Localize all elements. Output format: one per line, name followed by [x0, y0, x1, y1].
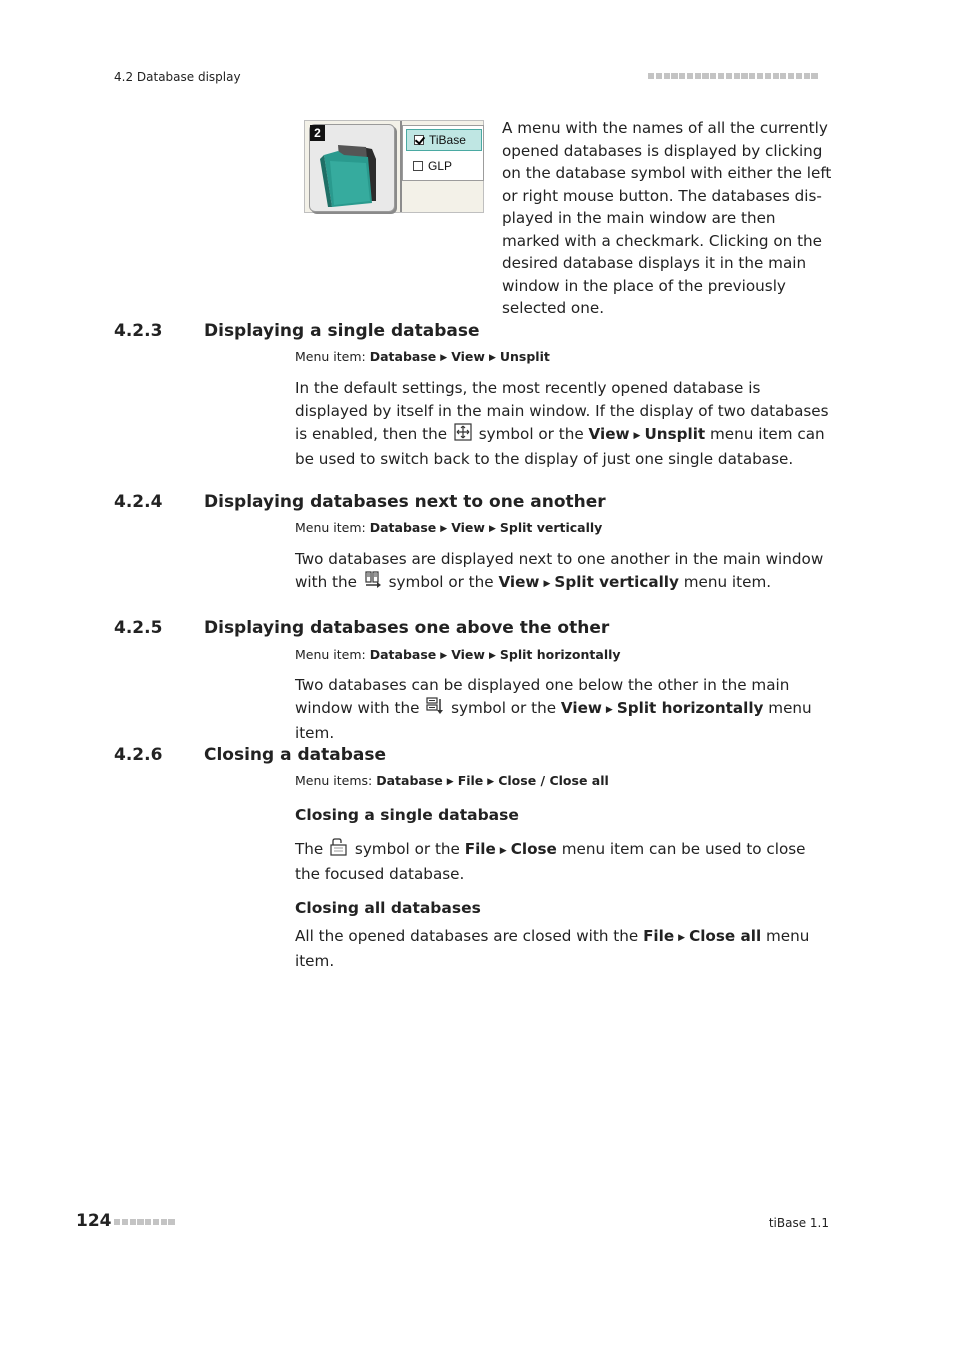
menu-item-label: GLP [428, 159, 453, 173]
split-vertically-icon [364, 571, 382, 589]
header-decoration [648, 73, 818, 79]
section-paragraph: The symbol or the File ▶ Close menu item can be used to close the focused database. [295, 840, 806, 883]
intro-paragraph: A menu with the names of all the currently opened databases is displayed by clicking on the database symbol with either the left or right mouse button. The databases dis-played in the main window are then marked with a checkmark. Clicking on the desired database displays it in the main window in the place of the previously selected one. [502, 119, 832, 317]
menu-path: Menu items: Database ▶ File ▶ Close / Close all [295, 773, 609, 788]
menu-path: Menu item: Database ▶ View ▶ Split horizontally [295, 647, 621, 662]
menu-item-tibase[interactable] [406, 129, 482, 151]
checkbox-unchecked-icon [413, 161, 423, 171]
section-title: Displaying databases one above the other [204, 618, 610, 638]
database-menu-screenshot [304, 120, 484, 213]
menu-path: Menu item: Database ▶ View ▶ Unsplit [295, 349, 550, 364]
section-number: 4.2.3 [114, 321, 163, 341]
checkbox-checked-icon [414, 135, 424, 145]
database-number-badge: 2 [310, 125, 325, 141]
section-paragraph: All the opened databases are closed with the File ▶ Close all menu item. [295, 927, 810, 970]
unsplit-icon [454, 423, 472, 441]
running-header: 4.2 Database display [114, 70, 241, 84]
subheading: Closing all databases [295, 899, 481, 917]
section-paragraph: In the default settings, the most recently opened database is displayed by itself in the main window. If the display of two databases is enabled, then the symbol or the View ▶ Unsplit menu item can be used to switch back to the display of just one single database. [295, 379, 829, 468]
close-database-icon [330, 838, 348, 856]
split-horizontally-icon [426, 697, 444, 715]
section-number: 4.2.6 [114, 745, 163, 765]
section-number: 4.2.4 [114, 492, 163, 512]
page-number: 124 [76, 1211, 112, 1231]
menu-item-glp[interactable] [406, 155, 482, 177]
section-title: Displaying databases next to one another [204, 492, 606, 512]
section-paragraph: Two databases are displayed next to one another in the main window with the symbol or the View ▶ Split vertically menu item. [295, 550, 824, 591]
database-menu [402, 125, 484, 181]
section-title: Closing a database [204, 745, 387, 765]
section-number: 4.2.5 [114, 618, 163, 638]
menu-item-label: TiBase [429, 133, 466, 147]
subheading: Closing a single database [295, 806, 519, 824]
section-paragraph: Two databases can be displayed one below the other in the main window with the symbol or the View ▶ Split horizontally menu item. [295, 676, 812, 742]
footer-decoration [114, 1219, 175, 1225]
section-title: Displaying a single database [204, 321, 480, 341]
product-name: tiBase 1.1 [768, 1216, 829, 1230]
menu-path: Menu item: Database ▶ View ▶ Split vertically [295, 520, 603, 535]
